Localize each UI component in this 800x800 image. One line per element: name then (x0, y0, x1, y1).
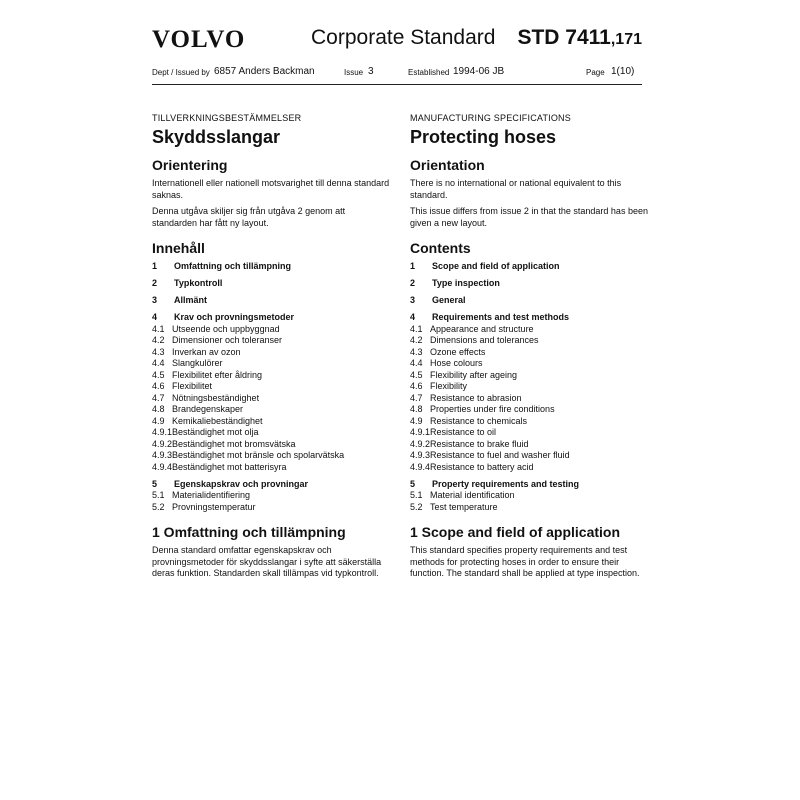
sv-toc-text: Materialidentifiering (172, 490, 251, 500)
document-meta-row (152, 66, 642, 82)
en-toc-entry (410, 381, 650, 393)
en-toc-text: Resistance to fuel and washer fluid (430, 450, 570, 460)
en-toc-number: 4.5 (410, 369, 423, 380)
en-toc-number: 5.1 (410, 490, 423, 500)
en-toc-number: 2 (410, 278, 416, 288)
en-toc-entry (410, 393, 650, 405)
en-toc-number: 4.9.2 (410, 438, 431, 449)
sv-toc-text: Beständighet mot bränsle och spolarvätska (172, 450, 345, 460)
sv-toc-number: 2 (152, 278, 158, 288)
en-toc-number: 4.9.4 (410, 461, 431, 472)
sv-toc-entry (152, 370, 392, 382)
en-toc-entry (410, 462, 650, 474)
en-kicker: MANUFACTURING SPECIFICATIONS (410, 113, 571, 123)
en-toc-entry (410, 502, 650, 514)
sv-title: Skyddsslangar (152, 127, 281, 147)
sv-toc-entry (152, 335, 392, 347)
sv-orientation-heading: Orientering (152, 157, 228, 173)
en-toc-entry (410, 312, 650, 324)
document-type-title: Corporate Standard (311, 26, 496, 49)
issue-value: 3 (368, 66, 374, 77)
en-toc-text: Hose colours (430, 358, 483, 368)
sv-toc-number: 4.9.2 (152, 438, 173, 449)
sv-toc-number: 4 (152, 312, 158, 322)
dept-value: 6857 Anders Backman (214, 66, 315, 77)
sv-orientation-paragraph-1: Internationell eller nationell motsvarighet till denna standard saknas. (152, 178, 390, 200)
sv-toc-entry (152, 416, 392, 428)
sv-section-1-paragraph: Denna standard omfattar egenskapskrav och provningsmetoder för skyddsslangar i syfte att säkerställa deras funktion. Standarden skall tillämpas vid typkontroll. (152, 545, 382, 578)
header-divider (152, 84, 642, 85)
swedish-column (152, 112, 392, 585)
en-orientation-heading: Orientation (410, 157, 485, 173)
sv-toc-text: Kemikaliebeständighet (172, 415, 263, 426)
sv-toc-text: Krav och provningsmetoder (174, 312, 295, 322)
document-header (152, 22, 642, 56)
sv-toc-number: 4.9.3 (152, 450, 173, 460)
sv-contents-heading: Innehåll (152, 240, 205, 256)
sv-toc-number: 4.1 (152, 323, 165, 334)
sv-toc-text: Allmänt (174, 295, 208, 305)
en-toc-text: General (432, 295, 466, 305)
en-toc-text: Appearance and structure (430, 323, 534, 334)
en-toc-number: 1 (410, 261, 416, 271)
sv-toc-entry (152, 381, 392, 393)
en-toc-number: 3 (410, 295, 416, 305)
english-column (410, 112, 650, 585)
en-orientation-paragraph-1: There is no international or national equivalent to this standard. (410, 178, 622, 200)
en-toc-number: 4.6 (410, 381, 423, 391)
sv-toc-entry (152, 427, 392, 439)
sv-toc-text: Typkontroll (174, 278, 223, 288)
sv-toc-number: 1 (152, 261, 158, 271)
en-toc-text: Dimensions and tolerances (430, 335, 539, 345)
en-toc-number: 4.8 (410, 404, 423, 414)
en-toc-entry (410, 261, 650, 273)
sv-toc-number: 4.9 (152, 415, 165, 426)
en-toc-number: 4.4 (410, 358, 423, 368)
en-toc-entry (410, 404, 650, 416)
sv-toc-entry (152, 502, 392, 514)
issue-label: Issue (344, 68, 364, 77)
en-toc-number: 4.9.1 (410, 427, 431, 437)
en-toc-entry (410, 479, 650, 491)
en-section-1-heading: 1 Scope and field of application (410, 524, 621, 540)
sv-toc-entry (152, 347, 392, 359)
sv-toc-text: Provningstemperatur (172, 501, 256, 512)
en-toc-number: 5 (410, 478, 416, 489)
en-toc-text: Flexibility after ageing (430, 369, 518, 380)
sv-table-of-contents (152, 261, 392, 513)
en-toc-text: Properties under fire conditions (430, 404, 555, 414)
en-toc-text: Resistance to chemicals (430, 415, 528, 426)
sv-toc-number: 4.8 (152, 404, 165, 414)
en-toc-text: Ozone effects (430, 346, 486, 357)
en-toc-entry (410, 439, 650, 451)
en-toc-entry (410, 295, 650, 307)
en-toc-text: Requirements and test methods (432, 312, 570, 322)
sv-toc-entry (152, 312, 392, 324)
en-toc-entry (410, 450, 650, 462)
en-toc-text: Scope and field of application (432, 261, 560, 271)
sv-toc-text: Flexibilitet (172, 381, 213, 391)
sv-toc-number: 5.1 (152, 490, 165, 500)
sv-toc-entry (152, 324, 392, 336)
en-table-of-contents (410, 261, 650, 513)
en-toc-entry (410, 335, 650, 347)
sv-toc-entry (152, 404, 392, 416)
en-toc-text: Flexibility (430, 381, 468, 391)
en-toc-number: 4.3 (410, 346, 423, 357)
en-toc-number: 4 (410, 312, 416, 322)
sv-kicker: TILLVERKNINGSBESTÄMMELSER (152, 113, 302, 123)
en-toc-entry (410, 358, 650, 370)
standard-number (517, 26, 642, 50)
sv-toc-number: 4.2 (152, 335, 165, 345)
en-toc-entry (410, 370, 650, 382)
en-toc-text: Resistance to battery acid (430, 461, 534, 472)
en-toc-text: Resistance to brake fluid (430, 438, 529, 449)
en-toc-entry (410, 427, 650, 439)
established-value: 1994-06 JB (453, 66, 505, 77)
sv-toc-text: Omfattning och tillämpning (174, 261, 291, 271)
sv-toc-number: 4.6 (152, 381, 165, 391)
sv-toc-entry (152, 393, 392, 405)
page-label: Page (586, 68, 605, 77)
sv-toc-text: Dimensioner och toleranser (172, 335, 283, 345)
en-contents-heading: Contents (410, 240, 471, 256)
sv-toc-number: 4.4 (152, 358, 165, 368)
en-toc-text: Property requirements and testing (432, 478, 580, 489)
sv-toc-entry (152, 278, 392, 290)
sv-toc-text: Beständighet mot bromsvätska (172, 438, 296, 449)
sv-toc-text: Nötningsbeständighet (172, 392, 260, 403)
sv-toc-text: Slangkulörer (172, 358, 223, 368)
sv-toc-number: 4.5 (152, 369, 165, 380)
sv-toc-entry (152, 295, 392, 307)
sv-toc-number: 5 (152, 478, 158, 489)
en-toc-text: Resistance to oil (430, 427, 497, 437)
en-toc-entry (410, 324, 650, 336)
en-orientation-paragraph-2: This issue differs from issue 2 in that the standard has been given a new layout. (410, 206, 648, 228)
en-toc-number: 4.9 (410, 415, 423, 426)
sv-toc-text: Beständighet mot olja (172, 427, 259, 437)
en-toc-text: Material identification (430, 490, 515, 500)
en-toc-number: 4.7 (410, 392, 423, 403)
en-toc-number: 4.2 (410, 335, 423, 345)
sv-toc-text: Flexibilitet efter åldring (172, 369, 263, 380)
sv-toc-number: 4.9.4 (152, 461, 173, 472)
sv-section-1-heading: 1 Omfattning och tillämpning (152, 524, 346, 540)
en-toc-number: 5.2 (410, 501, 423, 512)
established-label: Established (408, 68, 450, 77)
en-toc-entry (410, 347, 650, 359)
standard-number-suffix: ,171 (610, 31, 642, 48)
sv-toc-number: 5.2 (152, 501, 165, 512)
en-toc-text: Resistance to abrasion (430, 392, 522, 403)
sv-toc-number: 3 (152, 295, 158, 305)
sv-toc-entry (152, 261, 392, 273)
en-toc-number: 4.1 (410, 323, 423, 334)
sv-toc-entry (152, 450, 392, 462)
sv-toc-entry (152, 358, 392, 370)
en-toc-entry (410, 416, 650, 428)
page-value: 1(10) (611, 66, 635, 77)
en-toc-text: Test temperature (430, 501, 498, 512)
sv-toc-number: 4.9.1 (152, 427, 173, 437)
sv-toc-entry (152, 462, 392, 474)
sv-toc-text: Egenskapskrav och provningar (174, 478, 309, 489)
sv-toc-entry (152, 479, 392, 491)
volvo-logo: VOLVO (152, 26, 246, 53)
standard-number-main: STD 7411 (517, 26, 611, 49)
en-toc-number: 4.9.3 (410, 450, 431, 460)
sv-toc-entry (152, 490, 392, 502)
sv-toc-text: Beständighet mot batterisyra (172, 461, 287, 472)
en-toc-entry (410, 278, 650, 290)
en-title: Protecting hoses (410, 127, 557, 147)
en-toc-entry (410, 490, 650, 502)
en-section-1-paragraph: This standard specifies property requirements and test methods for protecting hoses in order to ensure their function. The standard shall be applied at type inspection. (410, 545, 640, 578)
sv-toc-number: 4.3 (152, 346, 165, 357)
sv-toc-text: Utseende och uppbyggnad (172, 323, 280, 334)
dept-label: Dept / Issued by (152, 68, 210, 77)
sv-toc-number: 4.7 (152, 392, 165, 403)
sv-toc-text: Brandegenskaper (172, 404, 244, 414)
sv-toc-entry (152, 439, 392, 451)
en-toc-text: Type inspection (432, 278, 500, 288)
sv-toc-text: Inverkan av ozon (172, 346, 241, 357)
sv-orientation-paragraph-2: Denna utgåva skiljer sig från utgåva 2 genom att standarden har fått ny layout. (152, 206, 346, 228)
